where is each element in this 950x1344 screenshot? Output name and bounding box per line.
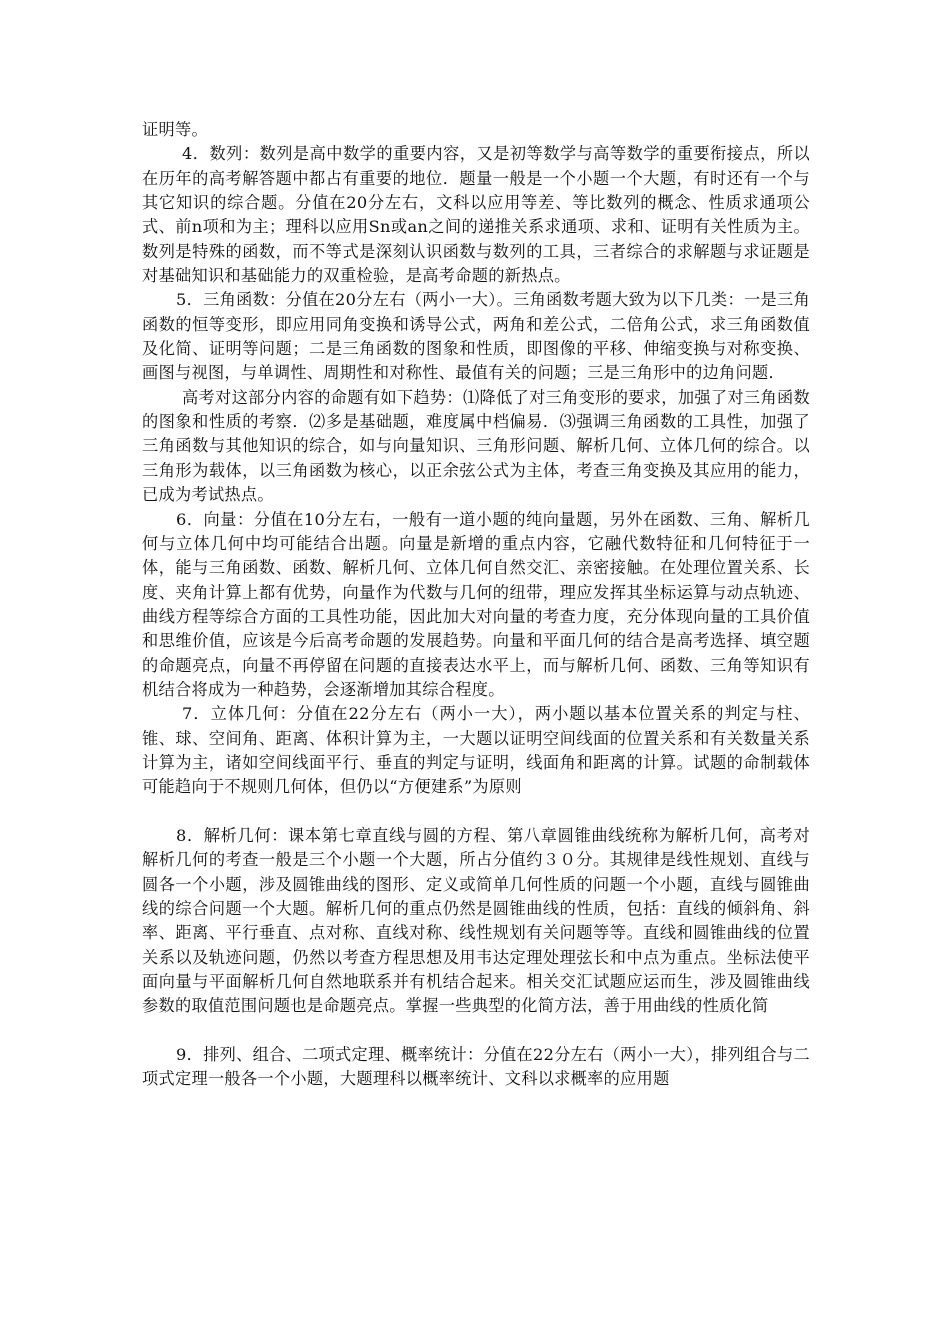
paragraph-trigonometry-trends: 高考对这部分内容的命题有如下趋势：⑴降低了对三角变形的要求，加强了对三角函数的图象和性质的考察．⑵多是基础题，难度属中档偏易．⑶强调三角函数的工具性，加强了三角函数与其他知识的综合，如与向量知识、三角形问题、解析几何、立体几何的综合。以三角形为载体，以三角函数为核心，以正余弦公式为主体，考查三角变换及其应用的能力，已成为考试热点。 (142, 387, 810, 505)
document-page (142, 118, 810, 1092)
paragraph-combinatorics-probability: 9．排列、组合、二项式定理、概率统计：分值在22分左右（两小一大），排列组合与二项式定理一般各一个小题，大题理科以概率统计、文科以求概率的应用题 (142, 1045, 810, 1089)
paragraph-intro-tail: 证明等。 (142, 120, 208, 139)
paragraph-vectors: 6．向量：分值在10分左右，一般有一道小题的纯向量题，另外在函数、三角、解析几何与立体几何中均可能结合出题。向量是新增的重点内容，它融代数特征和几何特征于一体，能与三角函数、函数、解析几何、立体几何自然交汇、亲密接触。在处理位置关系、长度、夹角计算上都有优势，向量作为代数与几何的纽带，理应发挥其坐标运算与动点轨迹、曲线方程等综合方面的工具性功能，因此加大对向量的考查力度，充分体现向量的工具价值和思维价值，应该是今后高考命题的发展趋势。向量和平面几何的结合是高考选择、填空题的命题亮点，向量不再停留在问题的直接表达水平上，而与解析几何、函数、三角等知识有机结合将成为一种趋势，会逐渐增加其综合程度。 (142, 509, 810, 699)
paragraph-sequences: 4．数列：数列是高中数学的重要内容，又是初等数学与高等数学的重要衔接点，所以在历年的高考解答题中都占有重要的地位．题量一般是一个小题一个大题，有时还有一个与其它知识的综合题。分值在20分左右，文科以应用等差、等比数列的概念、性质求通项公式、前n项和为主；理科以应用Sn或an之间的递推关系求通项、求和、证明有关性质为主。数列是特殊的函数，而不等式是深刻认识函数与数列的工具，三者综合的求解题与求证题是对基础知识和基础能力的双重检验，是高考命题的新热点。 (142, 144, 810, 286)
paragraph-spacer (142, 800, 810, 824)
paragraph-trigonometry: 5．三角函数：分值在20分左右（两小一大）。三角函数考题大致为以下几类：一是三角函数的恒等变形，即应用同角变换和诱导公式，两角和差公式，二倍角公式，求三角函数值及化简、证明等问题；二是三角函数的图象和性质，即图像的平移、伸缩变换与对称变换、画图与视图，与单调性、周期性和对称性、最值有关的问题；三是三角形中的边角问题． (142, 290, 810, 383)
paragraph-solid-geometry: 7．立体几何：分值在22分左右（两小一大），两小题以基本位置关系的判定与柱、锥、球、空间角、距离、体积计算为主，一大题以证明空间线面的位置关系和有关数量关系计算为主，诸如空间线面平行、垂直的判定与证明，线面角和距离的计算。试题的命制载体可能趋向于不规则几何体，但仍以“方便建系”为原则 (142, 704, 810, 797)
paragraph-analytic-geometry: 8．解析几何：课本第七章直线与圆的方程、第八章圆锥曲线统称为解析几何，高考对解析几何的考查一般是三个小题一个大题，所占分值约３０分。其规律是线性规划、直线与圆各一个小题，涉及圆锥曲线的图形、定义或简单几何性质的问题一个小题，直线与圆锥曲线的综合问题一个大题。解析几何的重点仍然是圆锥曲线的性质，包括：直线的倾斜角、斜率、距离、平行垂直、点对称、直线对称、线性规划有关问题等等。直线和圆锥曲线的位置关系以及轨迹问题，仍然以考查方程思想及用韦达定理处理弦长和中点为重点。坐标法使平面向量与平面解析几何自然地联系并有机结合起来。相关交汇试题应运而生，涉及圆锥曲线参数的取值范围问题也是命题亮点。掌握一些典型的化简方法，善于用曲线的性质化简 (142, 825, 810, 1016)
paragraph-spacer (142, 1019, 810, 1043)
